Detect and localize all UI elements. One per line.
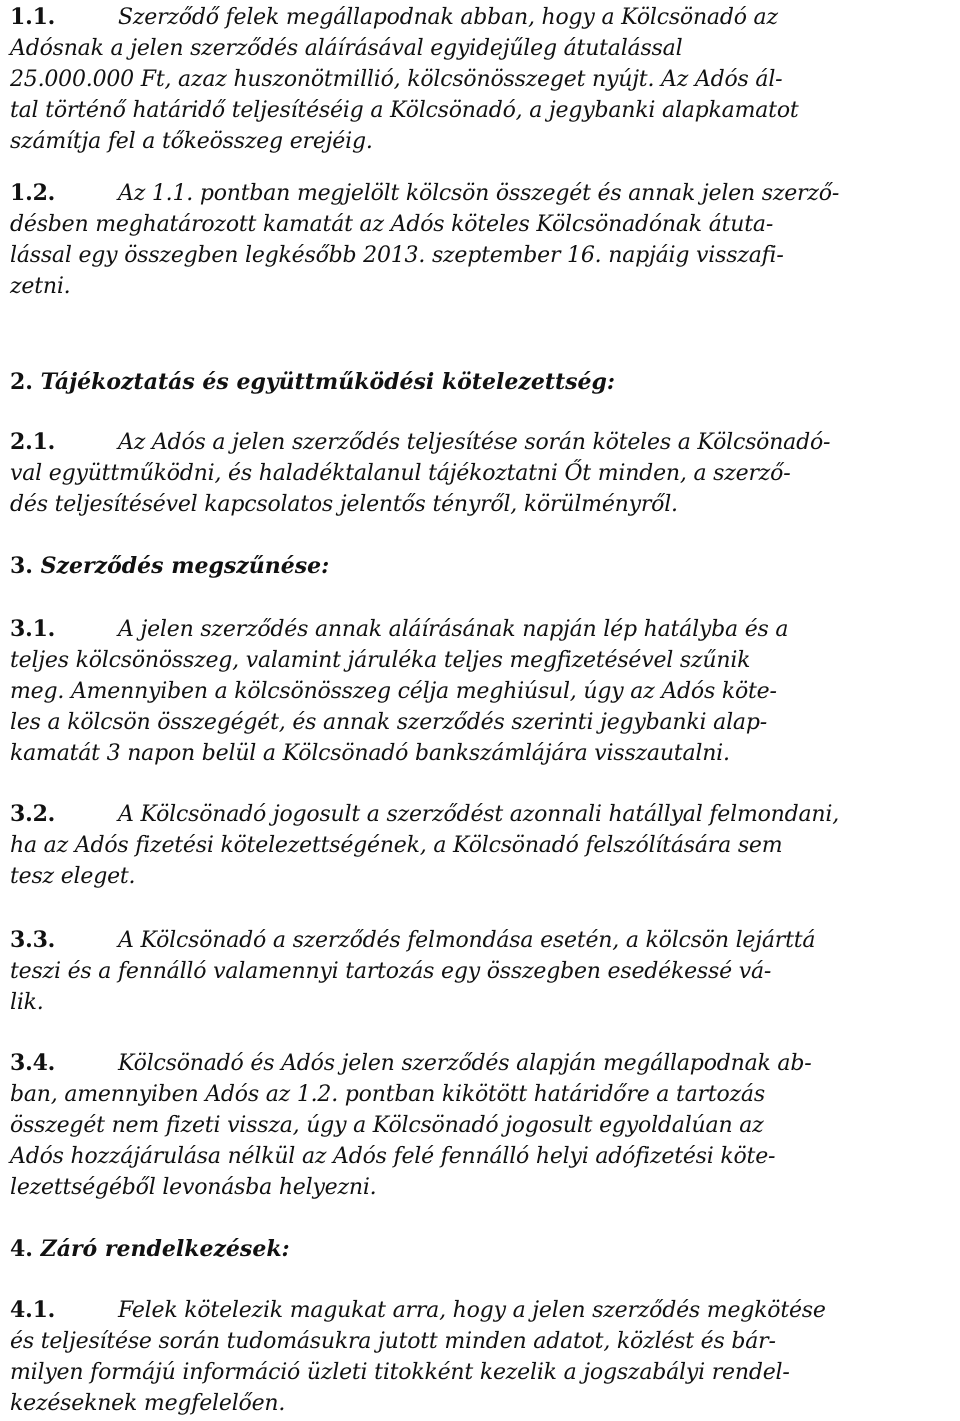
clause-text-line: zetni. bbox=[10, 274, 71, 299]
clause-text-line: Kölcsönadó és Adós jelen szerződés alapján megállapodnak ab- bbox=[118, 1051, 812, 1076]
clause-number: 3.4. bbox=[10, 1050, 56, 1076]
section-heading-2 bbox=[10, 367, 615, 398]
section-title: Szerződés megszűnése: bbox=[40, 553, 330, 579]
clause-text-line: A Kölcsönadó a szerződés felmondása esetén, a kölcsön lejárttá bbox=[118, 928, 816, 953]
section-heading-4 bbox=[10, 1234, 290, 1265]
clause-number: 3.2. bbox=[10, 801, 56, 827]
clause-text-line: Az Adós a jelen szerződés teljesítése során köteles a Kölcsönadó- bbox=[118, 430, 831, 455]
clause-number: 4.1. bbox=[10, 1297, 56, 1323]
clause-text-line: dés teljesítésével kapcsolatos jelentős tényről, körülményről. bbox=[10, 492, 678, 517]
clause-text-line: tesz eleget. bbox=[10, 864, 136, 889]
clause-text-line: Adósnak a jelen szerződés aláírásával egyidejűleg átutalással bbox=[10, 36, 683, 61]
clause-1-1 bbox=[10, 2, 930, 157]
clause-text-line: teszi és a fennálló valamennyi tartozás egy összegben esedékessé vá- bbox=[10, 959, 772, 984]
clause-text-line: Szerződő felek megállapodnak abban, hogy a Kölcsönadó az bbox=[118, 5, 778, 30]
clause-number: 1.2. bbox=[10, 180, 56, 206]
clause-text-line: kezéseknek megfelelően. bbox=[10, 1391, 286, 1416]
clause-number: 1.1. bbox=[10, 4, 56, 30]
clause-text-line: tal történő határidő teljesítéséig a Kölcsönadó, a jegybanki alapkamatot bbox=[10, 98, 799, 123]
clause-text-line: és teljesítése során tudomásukra jutott minden adatot, közlést és bár- bbox=[10, 1329, 776, 1354]
clause-text-line: számítja fel a tőkeösszeg erejéig. bbox=[10, 129, 373, 154]
clause-text-line: lezettségéből levonásba helyezni. bbox=[10, 1175, 377, 1200]
clause-text-line: désben meghatározott kamatát az Adós köteles Kölcsönadónak átuta- bbox=[10, 212, 774, 237]
clause-text-line: Felek kötelezik magukat arra, hogy a jelen szerződés megkötése bbox=[118, 1298, 826, 1323]
clause-text-line: lással egy összegben legkésőbb 2013. szeptember 16. napjáig visszafi- bbox=[10, 243, 784, 268]
clause-3-2 bbox=[10, 799, 930, 892]
section-number: 4. bbox=[10, 1236, 33, 1262]
clause-3-1 bbox=[10, 614, 930, 769]
section-number: 2. bbox=[10, 369, 33, 395]
clause-text-line: val együttműködni, és haladéktalanul tájékoztatni Őt minden, a szerző- bbox=[10, 461, 791, 486]
section-heading-3 bbox=[10, 551, 329, 582]
clause-text-line: A jelen szerződés annak aláírásának napján lép hatályba és a bbox=[118, 617, 789, 642]
clause-text-line: összegét nem fizeti vissza, úgy a Kölcsönadó jogosult egyoldalúan az bbox=[10, 1113, 764, 1138]
clause-text-line: ha az Adós fizetési kötelezettségének, a Kölcsönadó felszólítására sem bbox=[10, 833, 783, 858]
clause-text-line: Az 1.1. pontban megjelölt kölcsön összegét és annak jelen szerző- bbox=[118, 181, 840, 206]
clause-text-line: les a kölcsön összegégét, és annak szerződés szerinti jegybanki alap- bbox=[10, 710, 767, 735]
section-title: Záró rendelkezések: bbox=[40, 1236, 290, 1262]
clause-1-2 bbox=[10, 178, 930, 302]
clause-text-line: meg. Amennyiben a kölcsönösszeg célja meghiúsul, úgy az Adós köte- bbox=[10, 679, 777, 704]
clause-number: 3.1. bbox=[10, 616, 56, 642]
clause-text-line: lik. bbox=[10, 990, 44, 1015]
clause-text-line: 25.000.000 Ft, azaz huszonötmillió, kölcsönösszeget nyújt. Az Adós ál- bbox=[10, 67, 783, 92]
clause-text-line: ban, amennyiben Adós az 1.2. pontban kikötött határidőre a tartozás bbox=[10, 1082, 765, 1107]
section-number: 3. bbox=[10, 553, 33, 579]
clause-text-line: Adós hozzájárulása nélkül az Adós felé fennálló helyi adófizetési köte- bbox=[10, 1144, 776, 1169]
clause-3-4 bbox=[10, 1048, 930, 1203]
clause-text-line: kamatát 3 napon belül a Kölcsönadó bankszámlájára visszautalni. bbox=[10, 741, 730, 766]
clause-text-line: teljes kölcsönösszeg, valamint járuléka teljes megfizetésével szűnik bbox=[10, 648, 751, 673]
clause-text-line: milyen formájú információ üzleti titokként kezelik a jogszabályi rendel- bbox=[10, 1360, 790, 1385]
clause-number: 2.1. bbox=[10, 429, 56, 455]
clause-text-line: A Kölcsönadó jogosult a szerződést azonnali hatállyal felmondani, bbox=[118, 802, 840, 827]
section-title: Tájékoztatás és együttműködési kötelezettség: bbox=[40, 369, 616, 395]
clause-3-3 bbox=[10, 925, 930, 1018]
clause-2-1 bbox=[10, 427, 930, 520]
clause-number: 3.3. bbox=[10, 927, 56, 953]
clause-4-1 bbox=[10, 1295, 930, 1419]
